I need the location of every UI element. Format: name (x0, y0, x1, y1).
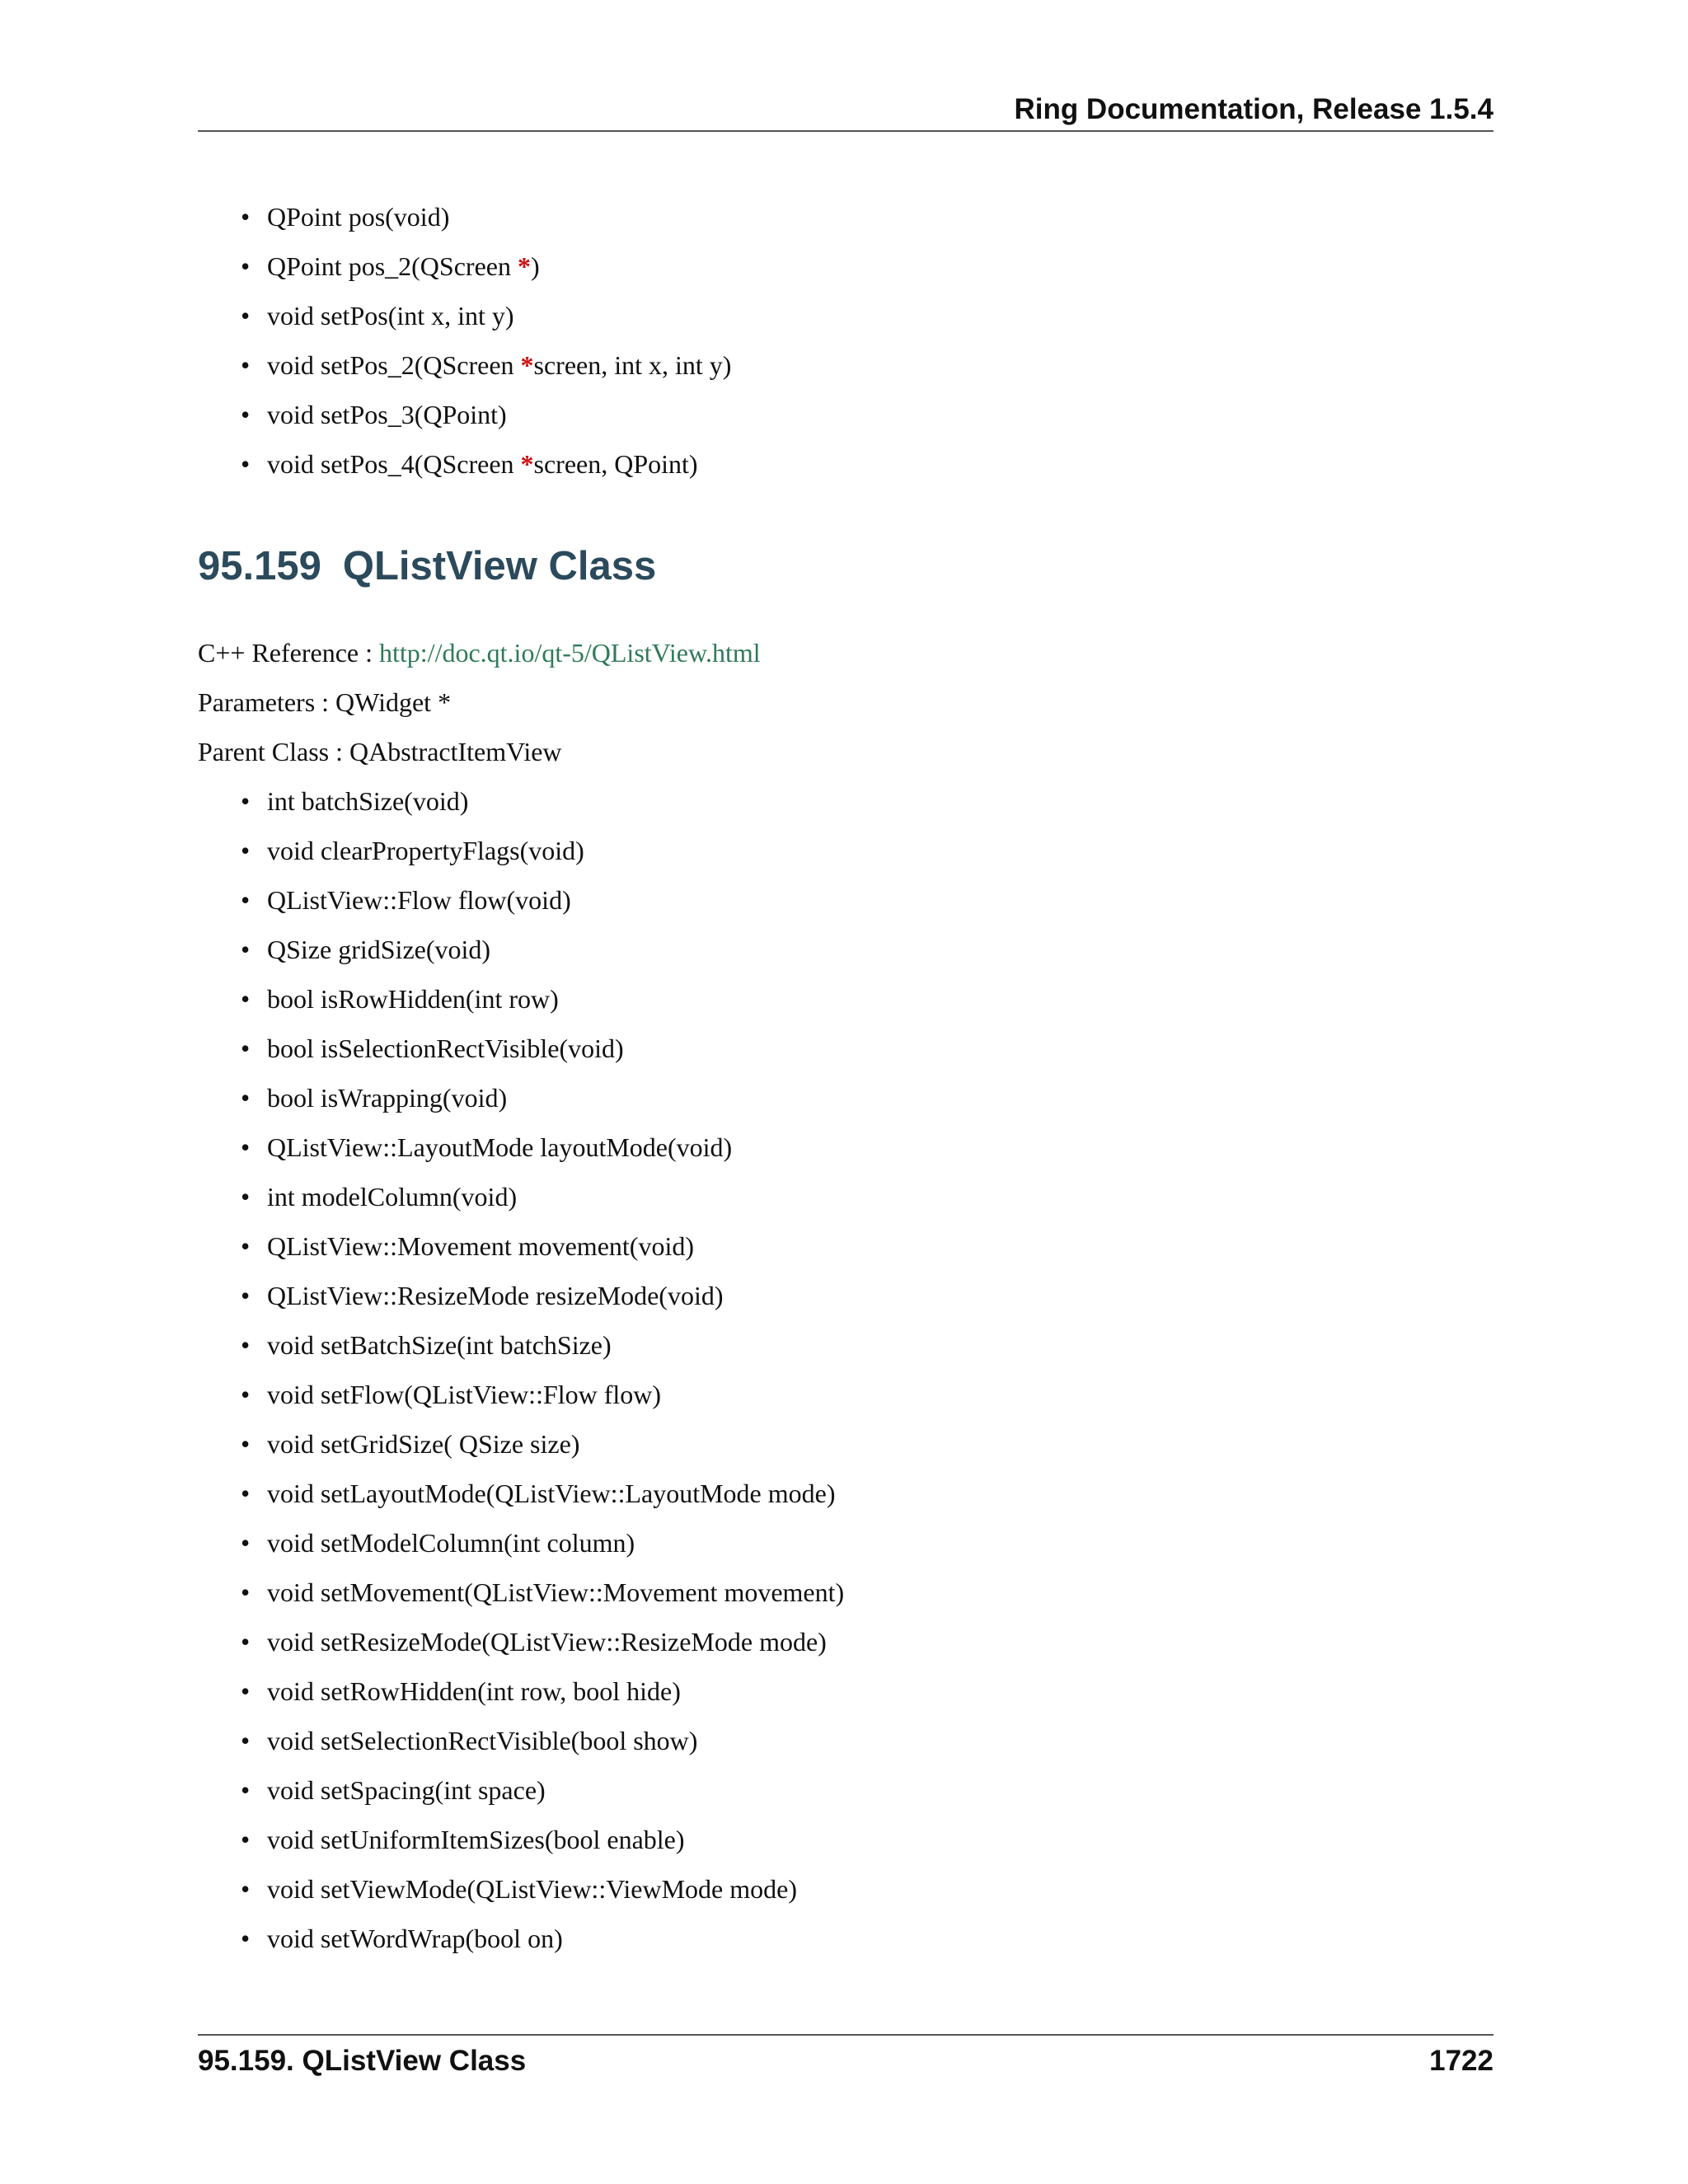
method-signature: bool isRowHidden(int row) (267, 984, 559, 1014)
pointer-star: * (520, 449, 534, 479)
bullet: • (241, 1182, 251, 1212)
list-item (241, 1914, 844, 1963)
method-signature: void setGridSize( QSize size) (267, 1429, 580, 1459)
method-signature: void setResizeMode(QListView::ResizeMode mode) (267, 1627, 827, 1657)
pointer-star: * (517, 251, 531, 281)
list-item (241, 1221, 844, 1271)
bullet: • (241, 1231, 251, 1261)
bullet: • (241, 350, 251, 380)
bullet: • (241, 935, 251, 964)
bullet: • (241, 1033, 251, 1063)
bullet: • (241, 1775, 251, 1805)
bullet: • (241, 1924, 251, 1953)
bullet: • (241, 984, 251, 1014)
cpp-reference-link[interactable]: http://doc.qt.io/qt-5/QListView.html (379, 638, 761, 668)
method-signature: void setFlow(QListView::Flow flow) (267, 1380, 662, 1409)
bullet: • (241, 1380, 251, 1409)
method-signature: void clearPropertyFlags(void) (267, 836, 584, 865)
list-item: • void setPos(int x, int y) (241, 291, 731, 340)
page-number: 1722 (1429, 2045, 1493, 2077)
bullet: • (241, 301, 251, 330)
method-signature: void setMovement(QListView::Movement movement) (267, 1577, 845, 1607)
bullet: • (241, 400, 251, 429)
method-signature: void setLayoutMode(QListView::LayoutMode mode) (267, 1479, 836, 1508)
list-item (241, 1172, 844, 1221)
top-method-list (241, 192, 731, 489)
page-footer (198, 2034, 1493, 2082)
footer-section: 95.159. QListView Class (198, 2045, 527, 2077)
list-item: • void setPos_2(QScreen *screen, int x, int y) (241, 340, 731, 390)
list-item (241, 1716, 844, 1765)
section-title (198, 537, 656, 595)
section-number: 95.159 (198, 544, 321, 588)
method-signature: QSize gridSize(void) (267, 935, 491, 964)
method-signature: void setUniformItemSizes(bool enable) (267, 1825, 685, 1854)
bullet: • (241, 251, 251, 281)
bullet: • (241, 1726, 251, 1755)
list-item: • void setPos_3(QPoint) (241, 390, 731, 439)
bullet: • (241, 836, 251, 865)
bullet: • (241, 1874, 251, 1904)
method-signature: QListView::Flow flow(void) (267, 885, 571, 915)
list-item (241, 1666, 844, 1716)
list-item (241, 1518, 844, 1568)
page-header (198, 89, 1493, 132)
bullet: • (241, 1479, 251, 1508)
method-signature: void setViewMode(QListView::ViewMode mode) (267, 1874, 797, 1904)
list-item (241, 925, 844, 974)
bullet: • (241, 1429, 251, 1459)
list-item (241, 1419, 844, 1469)
list-item (241, 1568, 844, 1617)
list-item (241, 1122, 844, 1172)
method-signature: void setBatchSize(int batchSize) (267, 1330, 612, 1360)
list-item (241, 1073, 844, 1122)
method-signature: QListView::ResizeMode resizeMode(void) (267, 1281, 724, 1310)
list-item (241, 1320, 844, 1370)
list-item (241, 1024, 844, 1073)
list-item: • void setPos_4(QScreen *screen, QPoint) (241, 439, 731, 489)
list-item (241, 776, 844, 826)
parent-class: Parent Class : QAbstractItemView (198, 737, 562, 766)
list-item (241, 1617, 844, 1666)
pointer-star: * (520, 350, 534, 380)
method-signature: void setModelColumn(int column) (267, 1528, 635, 1558)
method-signature: bool isWrapping(void) (267, 1083, 508, 1113)
list-item (241, 1815, 844, 1864)
list-item (241, 875, 844, 925)
list-item (241, 1271, 844, 1320)
bullet: • (241, 1132, 251, 1162)
bullet: • (241, 1627, 251, 1657)
list-item (241, 1469, 844, 1518)
bullet: • (241, 885, 251, 915)
bullet: • (241, 202, 251, 232)
bullet: • (241, 1083, 251, 1113)
list-item: • QPoint pos_2(QScreen *) (241, 241, 731, 291)
bullet: • (241, 786, 251, 816)
cpp-reference (198, 628, 761, 677)
method-signature: void setSpacing(int space) (267, 1775, 546, 1805)
method-signature: QListView::LayoutMode layoutMode(void) (267, 1132, 733, 1162)
method-signature: void setRowHidden(int row, bool hide) (267, 1676, 681, 1706)
list-item: • QPoint pos(void) (241, 192, 731, 241)
list-item (241, 974, 844, 1024)
list-item (241, 1370, 844, 1419)
method-list (241, 776, 844, 1963)
cpp-reference-label: C++ Reference : (198, 638, 379, 668)
list-item (241, 1864, 844, 1914)
method-signature: void setSelectionRectVisible(bool show) (267, 1726, 698, 1755)
bullet: • (241, 1676, 251, 1706)
bullet: • (241, 1528, 251, 1558)
bullet: • (241, 1577, 251, 1607)
list-item (241, 1765, 844, 1815)
bullet: • (241, 1825, 251, 1854)
parameters: Parameters : QWidget * (198, 687, 452, 717)
method-signature: int batchSize(void) (267, 786, 469, 816)
bullet: • (241, 449, 251, 479)
header-title: Ring Documentation, Release 1.5.4 (1014, 93, 1493, 125)
method-signature: QListView::Movement movement(void) (267, 1231, 694, 1261)
bullet: • (241, 1281, 251, 1310)
method-signature: void setWordWrap(bool on) (267, 1924, 563, 1953)
bullet: • (241, 1330, 251, 1360)
method-signature: int modelColumn(void) (267, 1182, 518, 1212)
method-signature: bool isSelectionRectVisible(void) (267, 1033, 624, 1063)
list-item (241, 826, 844, 875)
section-heading: QListView Class (342, 544, 657, 588)
